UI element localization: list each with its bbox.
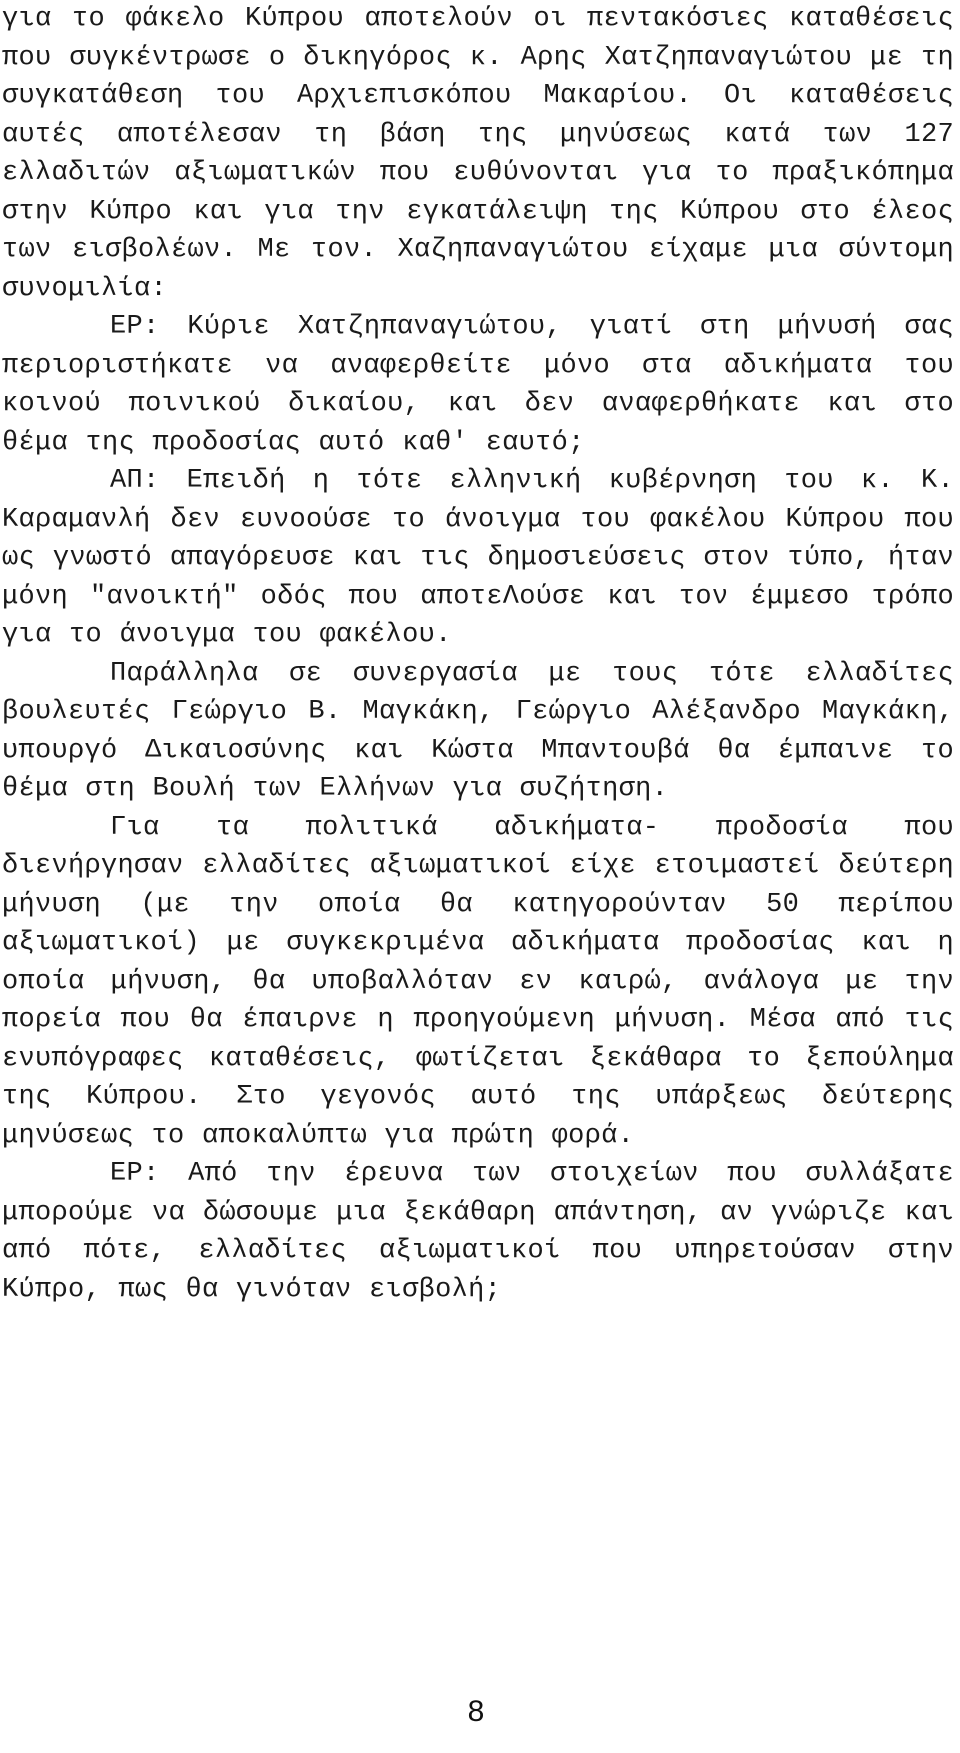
document-body — [2, 0, 954, 1309]
paragraph-answer-1: ΑΠ: Επειδή η τότε ελληνική κυβέρνηση του κ. Κ. Καραμανλή δεν ευνοούσε το άνοιγμα του φακέλου Κύπρου που ως γνωστό απαγόρευσε και τις δημοσιεύσεις στον τύπο, ήταν μόνη "ανοικτή" οδός που αποτεΛούσε και τον έμμεσο τρόπο για το άνοιγμα του φακέλου. — [2, 466, 954, 650]
paragraph-question-2: ΕΡ: Από την έρευνα των στοιχείων που συλλάξατε μπορούμε να δώσουμε μια ξεκάθαρη απάντηση, αν γνώριζε και από πότε, ελλαδίτες αξιωματικοί που υπηρετούσαν στην Κύπρο, πως θα γινόταν εισβολή; — [2, 1159, 954, 1305]
paragraph-question-1: ΕΡ: Κύριε Χατζηπαναγιώτου, γιατί στη μήνυσή σας περιοριστήκατε να αναφερθείτε μόνο στα αδικήματα του κοινού ποινικού δικαίου, και δεν αναφερθήκατε και στο θέμα της προδοσίας αυτό καθ' εαυτό; — [2, 312, 954, 458]
paragraph-intro: για το φάκελο Κύπρου αποτελούν οι πεντακόσιες καταθέσεις που συγκέντρωσε ο δικηγόρος κ. Αρης Χατζηπαναγιώτου με τη συγκατάθεση του Αρχιεπισκόπου Μακαρίου. Οι καταθέσεις αυτές αποτέλεσαν τη βάση της μηνύσεως κατά των 127 ελλαδιτών αξιωματικών που ευθύνονται για το πραξικόπημα στην Κύπρο και για την εγκατάλειψη της Κύπρου στο έλεος των εισβολέων. Με τον. Χαζηπαναγιώτου είχαμε μια σύντομη συνομιλία: — [2, 4, 954, 304]
paragraph-parliament: Παράλληλα σε συνεργασία με τους τότε ελλαδίτες βουλευτές Γεώργιο Β. Μαγκάκη, Γεώργιο Αλέξανδρο Μαγκάκη, υπουργό Δικαιοσύνης και Κώστα Μπαντουβά θα έμπαινε το θέμα στη Βουλή των Ελλήνων για συζήτηση. — [2, 658, 954, 804]
page-number: 8 — [467, 1695, 485, 1728]
paragraph-second-lawsuit: Για τα πολιτικά αδικήματα- προδοσία που διενήργησαν ελλαδίτες αξιωματικοί είχε ετοιμαστεί δεύτερη μήνυση (με την οποία θα κατηγορούνταν 50 περίπου αξιωματικοί) με συγκεκριμένα αδικήματα προδοσίας και η οποία μήνυση, θα υποβαλλόταν εν καιρώ, ανάλογα με την πορεία που θα έπαιρνε η προηγούμενη μήνυση. Μέσα από τις ενυπόγραφες καταθέσεις, φωτίζεται ξεκάθαρα το ξεπούλημα της Κύπρου. Στο γεγονός αυτό της υπάρξεως δεύτερης μηνύσεως το αποκαλύπτω για πρώτη φορά. — [2, 812, 954, 1151]
